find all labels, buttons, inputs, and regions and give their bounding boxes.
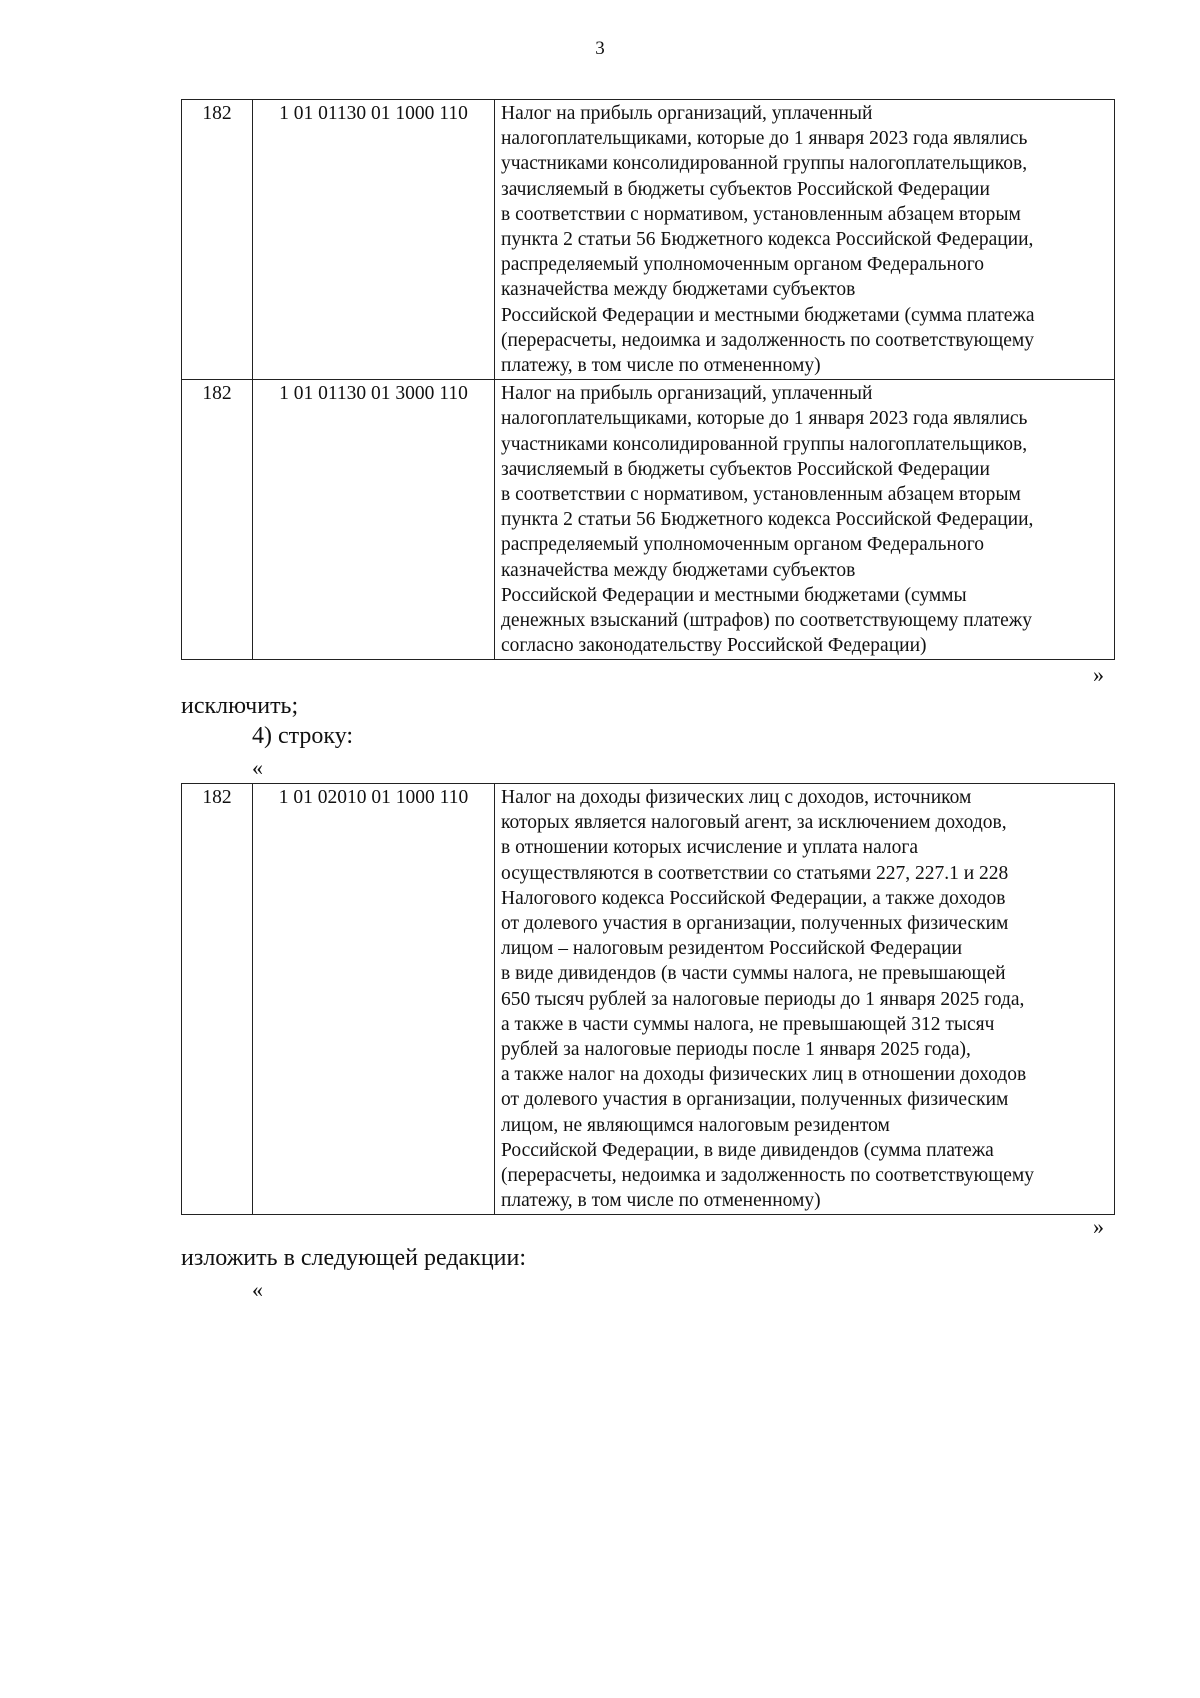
- description-line: от долевого участия в организации, полученных физическим: [501, 913, 1009, 935]
- instruction-restate: изложить в следующей редакции:: [181, 1245, 527, 1271]
- description-line: рублей за налоговые периоды после 1 января 2025 года),: [501, 1039, 971, 1061]
- description-line: Налог на доходы физических лиц с доходов, источником: [501, 787, 972, 808]
- description-line: (перерасчеты, недоимка и задолженность по соответствующему: [501, 1165, 1035, 1187]
- classification-code-cell: 1 01 01130 01 3000 110: [253, 380, 495, 660]
- description-line: Российской Федерации и местными бюджетами (суммы: [501, 584, 967, 606]
- description-cell: [495, 100, 1115, 380]
- description-line: которых является налоговый агент, за исключением доходов,: [501, 812, 1007, 834]
- admin-code-cell: 182: [182, 100, 253, 380]
- description-line: участниками консолидированной группы налогоплательщиков,: [501, 433, 1028, 455]
- page-number: 3: [595, 38, 605, 59]
- description-line: Российской Федерации, в виде дивидендов (сумма платежа: [501, 1139, 994, 1161]
- description-line: зачисляемый в бюджеты субъектов Российской Федерации: [501, 458, 990, 480]
- admin-code-cell: 182: [182, 380, 253, 660]
- budget-codes-table-excluded: [181, 99, 1115, 660]
- description-line: от долевого участия в организации, полученных физическим: [501, 1089, 1009, 1111]
- table-row: [182, 380, 1115, 660]
- description-line: (перерасчеты, недоимка и задолженность по соответствующему: [501, 329, 1035, 351]
- description-line: Российской Федерации и местными бюджетами (сумма платежа: [501, 304, 1035, 326]
- classification-code-cell: 1 01 02010 01 1000 110: [253, 784, 495, 1215]
- closing-quote: »: [1093, 662, 1104, 687]
- description-line: Налог на прибыль организаций, уплаченный: [501, 383, 873, 405]
- description-line: распределяемый уполномоченным органом Федерального: [501, 534, 984, 556]
- description-line: а также в части суммы налога, не превышающей 312 тысяч: [501, 1013, 995, 1035]
- table-body: [182, 784, 1115, 1215]
- table-body: [182, 100, 1115, 660]
- opening-quote: «: [252, 755, 263, 780]
- description-line: участниками консолидированной группы налогоплательщиков,: [501, 153, 1028, 175]
- description-line: Налог на прибыль организаций, уплаченный: [501, 103, 873, 124]
- description-line: налогоплательщиками, которые до 1 января 2023 года являлись: [501, 128, 1028, 150]
- opening-quote: «: [252, 1277, 263, 1302]
- admin-code-cell: 182: [182, 784, 253, 1215]
- description-line: 650 тысяч рублей за налоговые периоды до 1 января 2025 года,: [501, 988, 1025, 1010]
- description-line: зачисляемый в бюджеты субъектов Российской Федерации: [501, 178, 990, 200]
- description-line: денежных взысканий (штрафов) по соответствующему платежу: [501, 610, 1032, 632]
- description-line: в соответствии с нормативом, установленным абзацем вторым: [501, 203, 1021, 225]
- table-row: [182, 100, 1115, 380]
- description-line: Налогового кодекса Российской Федерации, а также доходов: [501, 887, 1006, 909]
- instruction-exclude: исключить;: [181, 693, 299, 719]
- description-line: казначейства между бюджетами субъектов: [501, 279, 856, 301]
- description-line: казначейства между бюджетами субъектов: [501, 559, 856, 581]
- item-4-heading: 4) строку:: [252, 723, 354, 749]
- description-line: платежу, в том числе по отмененному): [501, 1190, 821, 1212]
- description-cell: [495, 784, 1115, 1215]
- description-line: платежу, в том числе по отмененному): [501, 355, 821, 377]
- description-line: согласно законодательству Российской Федерации): [501, 635, 927, 657]
- description-line: распределяемый уполномоченным органом Федерального: [501, 254, 984, 276]
- description-line: лицом, не являющимся налоговым резидентом: [501, 1114, 890, 1136]
- table-row: [182, 784, 1115, 1215]
- description-line: налогоплательщиками, которые до 1 января 2023 года являлись: [501, 408, 1028, 430]
- description-line: а также налог на доходы физических лиц в отношении доходов: [501, 1064, 1027, 1086]
- description-line: осуществляются в соответствии со статьями 227, 227.1 и 228: [501, 862, 1009, 884]
- description-line: пункта 2 статьи 56 Бюджетного кодекса Российской Федерации,: [501, 509, 1034, 531]
- closing-quote: »: [1093, 1214, 1104, 1239]
- budget-codes-table-amended: [181, 783, 1115, 1215]
- description-cell: [495, 380, 1115, 660]
- description-line: в соответствии с нормативом, установленным абзацем вторым: [501, 484, 1021, 506]
- description-line: в виде дивидендов (в части суммы налога, не превышающей: [501, 963, 1006, 985]
- description-line: пункта 2 статьи 56 Бюджетного кодекса Российской Федерации,: [501, 229, 1034, 251]
- description-line: лицом – налоговым резидентом Российской Федерации: [501, 938, 963, 960]
- description-line: в отношении которых исчисление и уплата налога: [501, 837, 919, 859]
- classification-code-cell: 1 01 01130 01 1000 110: [253, 100, 495, 380]
